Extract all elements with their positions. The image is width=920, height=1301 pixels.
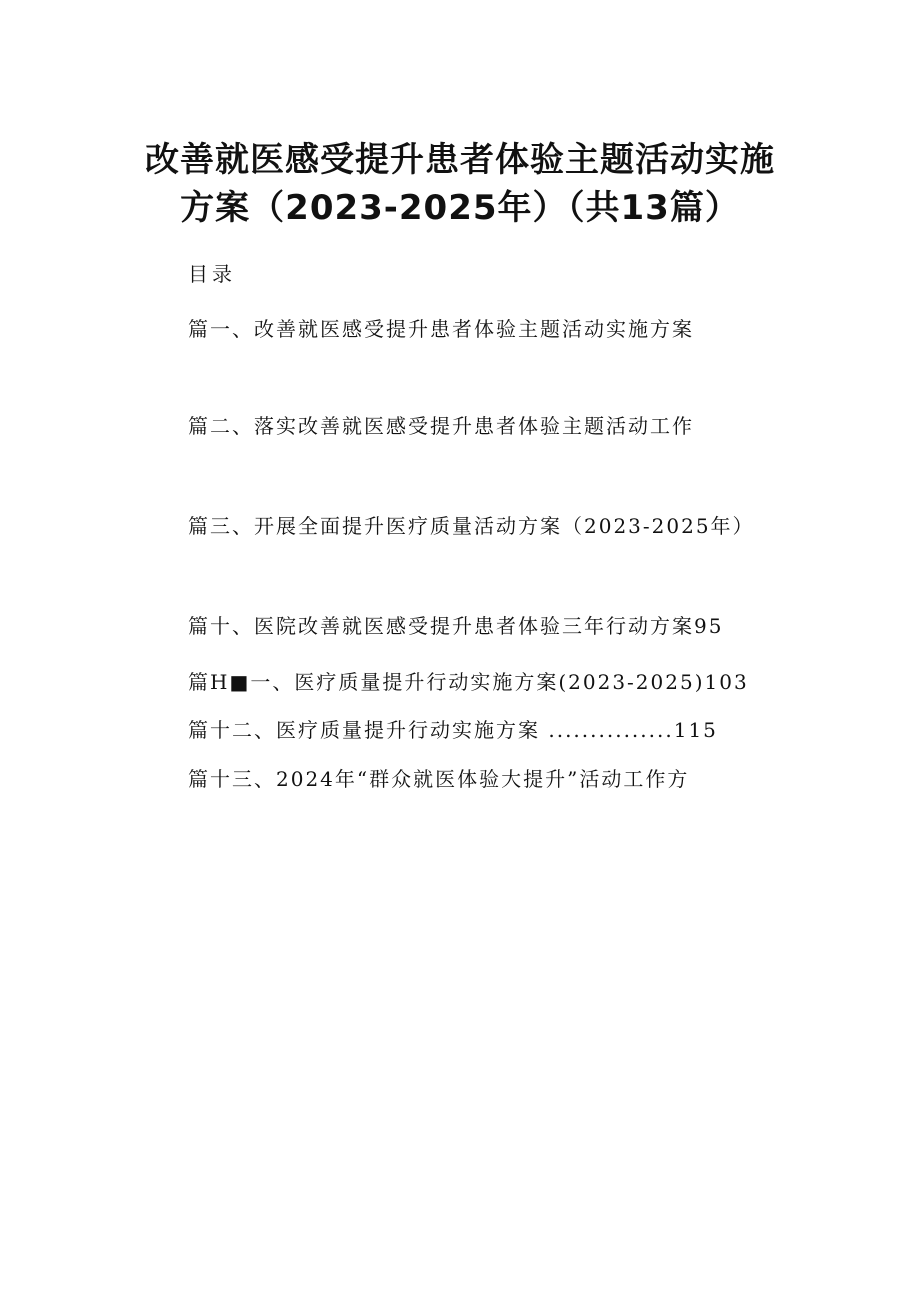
toc-item-1[interactable]: 篇一、改善就医感受提升患者体验主题活动实施方案 — [188, 317, 694, 341]
toc-item-3[interactable]: 篇三、开展全面提升医疗质量活动方案（2023-2025年） — [188, 514, 755, 538]
toc-item-2[interactable]: 篇二、落实改善就医感受提升患者体验主题活动工作 — [188, 414, 694, 438]
toc-item-13[interactable]: 篇十三、2024年“群众就医体验大提升”活动工作方 — [188, 767, 690, 791]
toc-item-11[interactable]: 篇H■一、医疗质量提升行动实施方案(2023-2025)103 — [188, 670, 749, 694]
document-title-line1: 改善就医感受提升患者体验主题活动实施 — [145, 140, 775, 180]
toc-heading: 目录 — [188, 262, 236, 286]
toc-item-12[interactable]: 篇十二、医疗质量提升行动实施方案 ...............115 — [188, 718, 718, 742]
toc-item-10[interactable]: 篇十、医院改善就医感受提升患者体验三年行动方案95 — [188, 614, 724, 638]
document-title-line2: 方案（2023-2025年）（共13篇） — [180, 188, 740, 228]
